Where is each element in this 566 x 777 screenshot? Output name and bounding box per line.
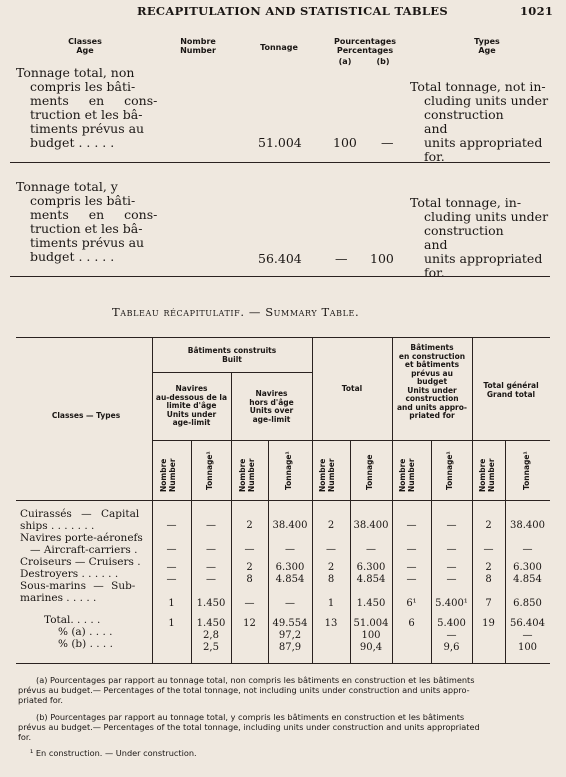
table-bottom-rule [16,663,550,664]
cell: 2 [246,520,253,531]
row2-tonnage: 56.404 [258,251,302,266]
footnote-one: ¹ En construction. — Under construction. [30,748,197,758]
cell: 90,4 [359,642,383,653]
cell: — [446,574,457,585]
footnote-b: (b) Pourcentages par rapport au tonnage total, y compris les bâtiments en construction et les bâtiments prévus au budget.— Percentages of the total tonnage, including units under construction and units appropriated for. [18,712,480,742]
rule [152,440,550,441]
rule [10,162,550,163]
sub-nombre: Nombre Number [478,458,496,492]
cell: — [483,544,494,555]
cell: 6.300 [275,562,305,573]
cell: 97,2 [278,630,302,641]
cell: — [446,562,457,573]
cell: — [244,598,255,609]
footnote-a: (a) Pourcentages par rapport au tonnage total, non compris les bâtiments en construction et les bâtiments prévus au budget.— Percentages of the total tonnage, not including units under construction and units appro- priated for. [18,675,475,705]
cell: — [285,598,295,609]
cell: 2 [485,520,492,531]
sub-nombre: Nombre Number [159,458,177,492]
classes-types-header: Classes — Types [51,411,121,420]
sub-tonnage: Tonnage¹ [522,451,531,490]
cell: 5.400¹ [435,598,468,609]
cell: 1 [168,598,175,609]
under-age-header: Navires au-dessous de la limite d'âge Units under age-limit [155,384,228,427]
cell: 9,6 [443,642,460,653]
cell: 6.850 [513,598,542,609]
cell: 1 [327,598,335,609]
cell: 1.450 [196,618,226,629]
cell: 6.300 [356,562,386,573]
row1-french: Tonnage total, non compris les bâti- ments en cons- truction et les bâ- timents prévus au budget . . . . . [16,65,158,150]
cell: 2 [485,562,492,573]
rule [16,500,550,501]
cell: 8 [246,574,253,585]
cell: 2 [246,562,253,573]
sub-tonnage: Tonnage¹ [284,451,293,490]
col-nombre: Nombre Number [180,37,216,55]
cell: 1.450 [196,598,226,609]
row2-french: Tonnage total, y compris les bâti- ments en cons- truction et les bâ- timents prévus au budget . . . . . [16,179,158,264]
construction-header: Bâtiments en construction et bâtiments prévus au budget Units under construction and units appro- priated for [396,343,468,420]
cell: 87,9 [278,642,302,653]
page-number: 1021 [520,4,554,18]
cell: — [326,544,336,555]
summary-title: Tableau récapitulatif. — Summary Table. [112,305,360,319]
cell: 12 [243,618,256,629]
col-types: Types Age [474,37,500,55]
cell: 19 [482,618,495,629]
cell: 4.854 [356,574,386,585]
sub-tonnage: Tonnage [365,454,374,490]
cell: — [206,574,216,585]
cell: 1 [168,618,175,629]
cell: — [285,544,295,555]
cell: 6.300 [513,562,542,573]
row1-b: — [381,135,394,150]
sub-nombre: Nombre Number [318,458,336,492]
row1-a: 100 [333,135,357,150]
cell: — [446,544,457,555]
col-percentages: Pourcentages Percentages [334,37,396,55]
sub-nombre: Nombre Number [398,458,416,492]
cell: 5.400 [437,618,466,629]
sub-tonnage: Tonnage¹ [205,451,214,490]
row-label-destroyers: Destroyers . . . . . . [20,568,119,580]
cell: — [446,630,457,641]
cell: — [366,544,376,555]
cell: 1.450 [356,598,386,609]
cell: 13 [324,618,338,629]
row2-b: 100 [370,251,394,266]
cell: 2,5 [203,642,219,653]
cell: 51.004 [353,618,389,629]
col-classes: Classes Age [68,37,102,55]
row1-english: Total tonnage, not in- cluding units under construction and units appropriated for. [410,79,549,164]
cell: — [406,562,417,573]
cell: 6 [408,618,415,629]
cell: 100 [361,630,381,641]
row-label-submarines: Sous-marins — Sub- marines . . . . . [20,580,136,604]
cell: — [166,574,177,585]
cell: — [522,630,533,641]
cell: — [406,574,417,585]
cell: 6¹ [406,598,417,609]
cell: 4.854 [513,574,542,585]
grand-total-header: Total général Grand total [483,381,539,399]
cell: 56.404 [510,618,545,629]
rule [10,276,550,277]
built-header: Bâtiments construits Built [187,346,277,364]
cell: — [166,562,177,573]
cell: — [522,544,533,555]
cell: 8 [327,574,335,585]
row-label-cruisers: Croiseurs — Cruisers . [20,556,141,568]
cell: 2,8 [203,630,219,641]
cell: 7 [485,598,492,609]
row-label-aircraft-carriers: Navires porte-aéronefs — Aircraft-carriers . [20,532,143,556]
row1-tonnage: 51.004 [258,135,302,150]
sub-tonnage: Tonnage¹ [445,451,454,490]
cell: — [446,520,457,531]
rule [152,372,312,373]
cell: — [166,520,177,531]
cell: — [166,544,177,555]
cell: — [206,520,216,531]
cell: 38.400 [510,520,545,531]
cell: — [206,562,216,573]
cell: — [206,544,216,555]
row-label-pct-b: % (b) . . . . [58,638,113,650]
cell: 2 [327,520,335,531]
row-label-capital-ships: Cuirassés — Capital ships . . . . . . . [20,508,140,532]
row2-english: Total tonnage, in- cluding units under construction and units appropriated for. [410,195,549,280]
row-label-pct-a: % (a) . . . . [58,626,113,638]
cell: 49.554 [272,618,308,629]
cell: 38.400 [353,520,389,531]
col-tonnage: Tonnage [260,43,298,52]
over-age-header: Navires hors d'âge Units over age-limit [249,389,294,424]
cell: 38.400 [272,520,308,531]
cell: 2 [327,562,335,573]
total-header: Total [341,384,363,393]
row-label-total: Total. . . . . [44,614,101,626]
running-title: RECAPITULATION AND STATISTICAL TABLES [137,4,448,18]
cell: 8 [485,574,492,585]
cell: — [406,520,417,531]
col-a: (a) [338,57,352,66]
cell: 4.854 [275,574,305,585]
sub-nombre: Nombre Number [238,458,256,492]
cell: — [244,544,255,555]
col-b: (b) [376,57,390,66]
cell: 100 [517,642,538,653]
table-top-rule [16,337,550,338]
row2-a: — [335,251,348,266]
cell: — [406,544,417,555]
